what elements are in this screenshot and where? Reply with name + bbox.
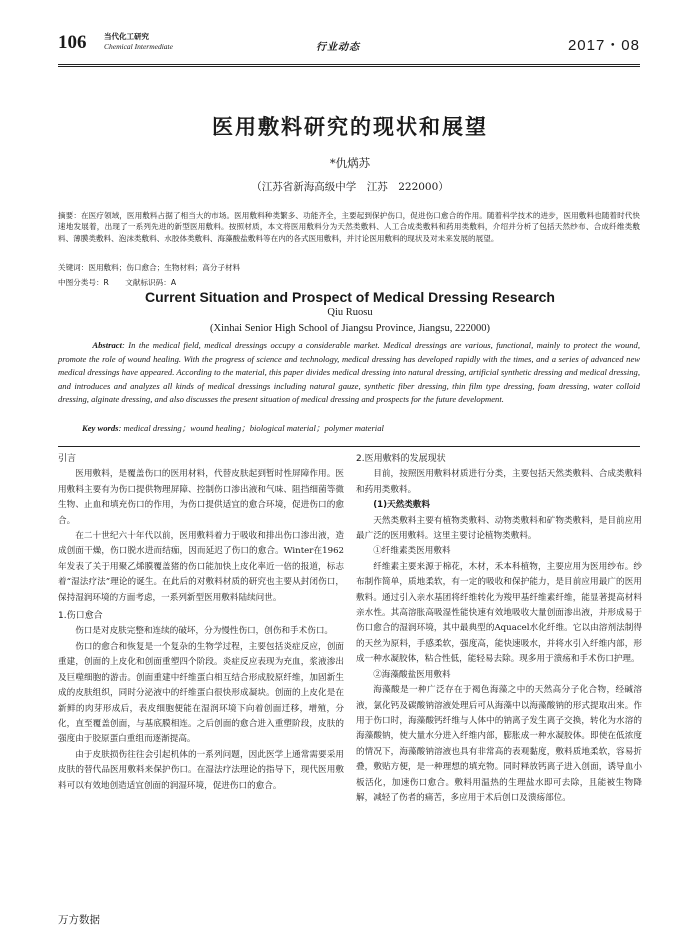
- journal-name: [104, 32, 173, 52]
- abstract-cn: 摘要：在医疗领域，医用敷料占据了相当大的市场。医用敷料种类繁多、功能齐全，主要起到保护伤口，促进伤口愈合的作用。随着科学技术的进步，医用敷料也随着时代快速地发展着，出现了一系列先进的新型医用敷料。按照材质，本文将医用敷料分为天然类敷料、人工合成类敷料和药用类敷料，介绍并分析了包括天然纱布、合成纤维类敷料、薄膜类敷料、泡沫类敷料、水胶体类敷料、海藻酸盐敷料等在内的各式医用敷料，并讨论医用敷料的现状及对未来发展的展望。: [58, 211, 640, 243]
- subsection-1a-paragraph: 纤维素主要来源于棉花，木材，禾本科植物，主要应用为医用纱布。纱布制作简单，质地柔软，有一定的吸收和保护能力，是目前应用最广的医用敷料。通过引入亲水基团将纤维转化为羧甲基纤维素纤维，能显著提高材料亲水性。其高溶胀高吸湿性能快速有效地吸收大量创面渗出液，并形成易于伤口愈合的湿润环境，其中最典型的Aquacel水化纤维。它以由溶剂法制得的天丝为原料，手感柔软，强度高，能快速吸水，并将水引入纤维内部，形成一种水凝胶体，粘合性低，能轻易去除。现多用于溃疡和手术伤口护理。: [356, 561, 642, 665]
- abstract-en-text: : In the medical field, medical dressings occupy a considerable market. Medical dressings are various, functional, mainly to protect the wound, promote the role of wound healing. With the progress of science and technology, medical dressing has developed rapidly with the times, and a series of advanced new medical dressings have appeared. According to the material, this paper divides medical dressing into natural dressing, artificial synthetic dressing and medical dressing, and introduces and analyzes all kinds of medical dressings including natural gauze, synthetic fiber dressing, thin film type dressing, foam dressing, water colloid dressing, alginate dressing, and also discusses the present situation of medical dressing and prospects for the future development.: [58, 340, 640, 404]
- intro-heading: 引言: [58, 454, 77, 464]
- running-header: [58, 30, 640, 64]
- section-2-heading: 2.医用敷料的发展现状: [356, 454, 446, 464]
- journal-name-en: Chemical Intermediate: [104, 42, 173, 51]
- subsection-1b-heading: ②海藻酸盐医用敷料: [373, 669, 451, 680]
- section-1-heading: 1.伤口愈合: [58, 611, 103, 622]
- affiliation-en: (Xinhai Senior High School of Jiangsu Province, Jiangsu, 222000): [210, 323, 490, 334]
- keywords-en-label: Key words: [82, 423, 119, 433]
- section-1-paragraph-2: 伤口的愈合和恢复是一个复杂的生物学过程，主要包括炎症反应，创面重建，创面的上皮化和创面重塑四个阶段。炎症反应表现为充血，浆液渗出及巨噬细胞的游击。创面重建中纤维蛋白相互结合形成胶原纤维，加固新生成的皮肤组织，同时分泌液中的纤维蛋白很快形成凝块。创面的上皮化是在新鲜的肉芽形成后，表皮细胞便能在湿润环境下向着创面迁移，增殖，分化，直至覆盖创面，与基底膜相连。之后创面的愈合进入重塑阶段，皮肤的强度由于胶原蛋白重组而逐渐提高。: [58, 641, 344, 745]
- section-2-paragraph-1: 目前，按照医用敷料材质进行分类，主要包括天然类敷料、合成类敷料和药用类敷料。: [356, 469, 642, 495]
- subsection-1-paragraph: 天然类敷料主要有植物类敷料、动物类敷料和矿物类敷料，是目前应用最广泛的医用敷料。这里主要讨论植物类敷料。: [356, 515, 642, 542]
- page-number: 106: [58, 32, 87, 53]
- header-rule-thin: [58, 66, 640, 67]
- author-en: Qiu Ruosu: [327, 307, 373, 318]
- section-1-paragraph-1: 伤口是对皮肤完整和连续的破坏，分为慢性伤口，创伤和手术伤口。: [75, 626, 334, 637]
- article-title-en: Current Situation and Prospect of Medical Dressing Research: [145, 289, 555, 305]
- left-column: [58, 452, 344, 794]
- clc-number: 中图分类号：R: [58, 278, 109, 287]
- section-name: 行业动态: [316, 42, 360, 53]
- classification-cn: [58, 277, 640, 288]
- subsection-1a-heading: ①纤维素类医用敷料: [373, 546, 451, 557]
- abstract-en-label: Abstract: [92, 340, 122, 350]
- keywords-en: [82, 422, 642, 434]
- intro-paragraph-2: 在二十世纪六十年代以前，医用敷料着力于吸收和排出伤口渗出液，造成创面干燥，伤口脱水进而结痂，因而延迟了伤口的愈合。Winter在1962年发表了关于用聚乙烯膜覆盖猪的伤口能加快上皮化率近一倍的报道，标志着“湿法疗法”理论的诞生。在此后的对敷料材质的研究也主要从封闭伤口，保持湿润环境的方面考虑，一系列新型医用敷料陆续问世。: [58, 531, 344, 603]
- article-title-cn: 医用敷料研究的现状和展望: [212, 115, 488, 139]
- body-rule: [58, 446, 640, 447]
- section-1-paragraph-3: 由于皮肤损伤往往会引起机体的一系列问题，因此医学上通常需要采用皮肤的替代品医用敷料来保护伤口。在湿法疗法理论的指导下，现代医用敷料可以有效地创造适宜创面的润湿环境，促进伤口的愈合。: [58, 749, 344, 791]
- footer-watermark: 万方数据: [58, 914, 100, 926]
- intro-paragraph-1: 医用敷料，是覆盖伤口的医用材料，代替皮肤起到暂时性屏障作用。医用敷料主要有为伤口提供物理屏障、控制伤口渗出液和气味、阻挡细菌等微生物、止血和填充伤口的作用，为伤口提供适宜的愈合环境，促进伤口的愈合。: [58, 469, 344, 526]
- issue-label: 2017・08: [567, 37, 640, 54]
- subsection-1-heading: (1)天然类敷料: [373, 500, 430, 511]
- keywords-cn: 关键词：医用敷料；伤口愈合；生物材料；高分子材料: [58, 263, 241, 272]
- author-cn: *仇焫苏: [329, 156, 371, 170]
- document-code: 文献标识码：A: [125, 278, 177, 287]
- header-rule: [58, 64, 640, 65]
- affiliation-cn: （江苏省新海高级中学 江苏 222000）: [251, 181, 449, 193]
- right-column: [356, 452, 642, 806]
- keywords-en-text: : medical dressing；wound healing；biological material；polymer material: [118, 423, 384, 433]
- subsection-1b-paragraph: 海藻酸是一种广泛存在于褐色海藻之中的天然高分子化合物，经碱溶液，氯化钙及碳酸钠溶液处理后可从海藻中以海藻酸钠的形式提取出来。作用于伤口时，海藻酸钙纤维与人体中的钠离子发生离子交换，转化为水溶的海藻酸钠，使大量水分进入纤维内部，膨胀成一种水凝胶体。即使在低浓度的情况下，海藻酸钠溶液也具有非常高的表观黏度，敷料质地柔软，容易折叠，敷贴方便，是一种理想的填充物。同时释放钙离子进入创面，诱导血小板活化，加速伤口愈合。敷料用温热的生理盐水即可去除，且能被生物降解，减轻了伤者的痛苦，多应用于术后创口及溃疡部位。: [356, 685, 642, 803]
- abstract-en: [58, 339, 640, 407]
- journal-name-cn: 当代化工研究: [104, 32, 149, 41]
